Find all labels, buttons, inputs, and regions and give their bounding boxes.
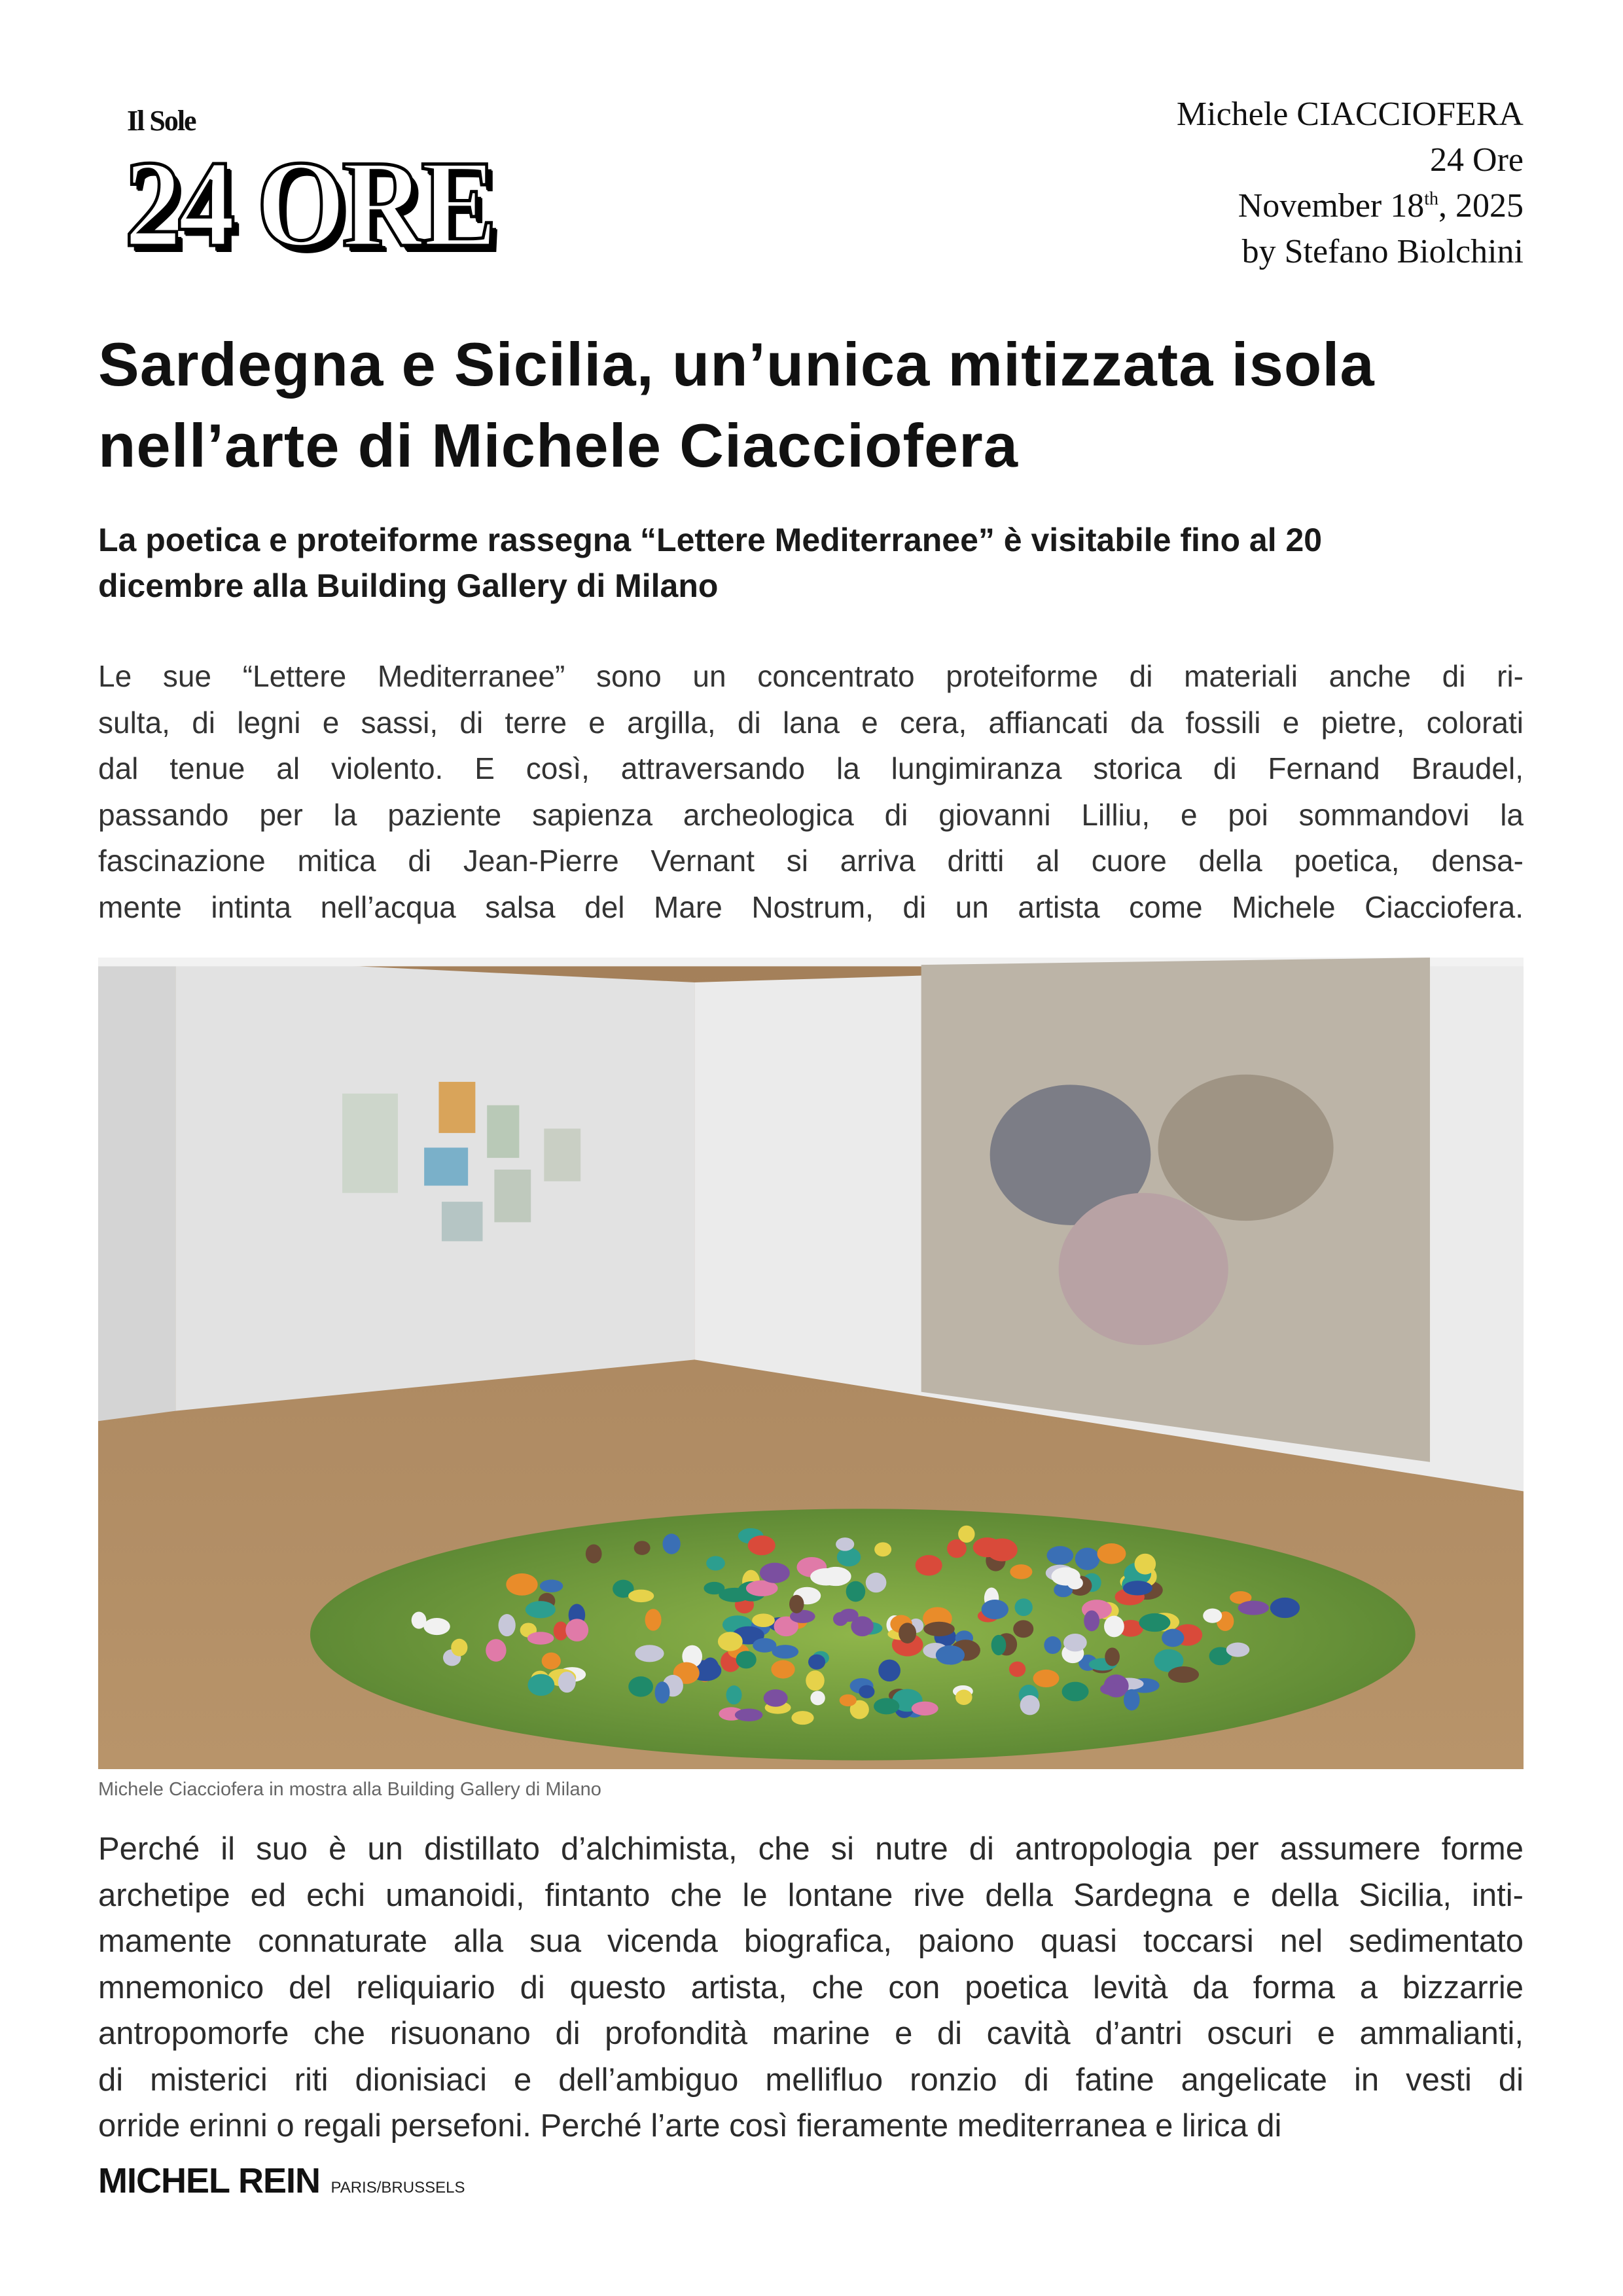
ceramic-piece [527, 1632, 554, 1645]
ceramic-piece [1139, 1613, 1170, 1632]
small-painting [442, 1202, 483, 1241]
ceramic-piece [718, 1632, 743, 1651]
text-line: mente intinta nell’acqua salsa del Mare Nostrum, di un artista come Michele Ciacciofera. [98, 889, 1524, 924]
ceramic-piece [540, 1579, 563, 1592]
footer-cities: PARIS/BRUSSELS [330, 2179, 465, 2197]
footer-gallery-brand [98, 2160, 465, 2211]
ceramic-piece [662, 1534, 680, 1554]
ceramic-piece [752, 1613, 775, 1627]
ceramic-piece [771, 1660, 794, 1679]
ceramic-piece [789, 1595, 804, 1613]
ceramic-piece [810, 1691, 825, 1705]
logo-small-text: Il Sole [127, 105, 196, 137]
ceramic-piece [859, 1685, 874, 1698]
ceramic-piece [1020, 1695, 1040, 1715]
text-line: di misterici riti dionisiaci e dell’ambiguo mellifluo ronzio di fatine angelicate in vesti di [98, 2062, 1524, 2098]
il-sole-24-ore-logo [124, 105, 713, 273]
ceramic-piece [810, 1568, 842, 1585]
ceramic-piece [1084, 1610, 1099, 1631]
ceramic-piece [586, 1544, 602, 1563]
ceramic-piece [451, 1639, 467, 1657]
logo-big-text: 24 ORE [124, 135, 494, 273]
text-line: archetipe ed echi umanoidi, fintanto che le lontane rive della Sardegna e della Sicilia, inti- [98, 1877, 1524, 1913]
ceramic-piece [628, 1676, 653, 1696]
ceramic-piece [1013, 1620, 1033, 1638]
left-wall [98, 958, 175, 1421]
ceramic-piece [1124, 1689, 1140, 1711]
photo-caption: Michele Ciacciofera in mostra alla Building Gallery di Milano [98, 1779, 601, 1800]
text-line: mnemonico del reliquiario di questo artista, che con poetica levità da forma a bizzarrie [98, 1969, 1524, 2005]
ceramic-piece [526, 1601, 556, 1618]
ceramic-piece [542, 1653, 561, 1670]
ceramic-piece [1135, 1554, 1156, 1575]
ceramic-piece [628, 1590, 654, 1603]
ceramic-piece [1104, 1616, 1124, 1638]
ceramic-piece [982, 1600, 1008, 1619]
ceramic-piece [635, 1645, 664, 1662]
ceramic-piece [836, 1537, 854, 1551]
ceramic-piece [1010, 1564, 1032, 1579]
date-sup: th [1424, 188, 1438, 209]
ceramic-piece [866, 1573, 887, 1592]
ceramic-piece [912, 1702, 938, 1715]
ceramic-piece [846, 1581, 866, 1602]
ceramic-piece [1075, 1548, 1100, 1570]
ceramic-piece [947, 1539, 967, 1558]
ceramic-piece [1203, 1609, 1222, 1623]
ceramic-piece [565, 1619, 588, 1641]
ceramic-piece [923, 1622, 954, 1636]
title-line: nell’arte di Michele Ciacciofera [98, 411, 1018, 480]
text-line: sulta, di legni e sassi, di terre e argilla, di lana e cera, affiancati da fossili e pietre, colorati [98, 705, 1524, 740]
ceramic-piece [916, 1555, 942, 1576]
meta-publication: 24 Ore [1430, 141, 1524, 179]
ceramic-piece [791, 1711, 813, 1725]
meta-date [1177, 183, 1524, 229]
ceramic-piece [1238, 1601, 1269, 1615]
ceramic-piece [412, 1612, 427, 1629]
ceramic-piece [874, 1698, 899, 1714]
small-painting [487, 1105, 519, 1158]
ceramic-piece [851, 1616, 873, 1636]
ceramic-piece [1270, 1598, 1300, 1618]
ceramic-piece [655, 1681, 670, 1704]
ceramic-piece [1009, 1661, 1026, 1677]
ceramic-piece [764, 1689, 788, 1707]
ceramic-piece [1051, 1568, 1080, 1586]
tapestry-stone [1158, 1075, 1334, 1221]
text-line: dal tenue al violento. E così, attraversando la lungimiranza storica di Fernand Braudel, [98, 751, 1524, 785]
date-suffix: , 2025 [1438, 187, 1524, 224]
ceramic-piece [1062, 1682, 1089, 1702]
ceramic-piece [1015, 1598, 1033, 1616]
ceramic-piece [735, 1708, 763, 1721]
meta-artist: Michele CIACCIOFERA [1176, 96, 1524, 133]
ceramic-piece [1046, 1546, 1073, 1565]
small-painting [544, 1128, 580, 1181]
date-prefix: November 18 [1238, 187, 1425, 224]
small-painting [438, 1082, 475, 1133]
gallery-photo-svg [98, 958, 1524, 1769]
ceramic-piece [1226, 1642, 1250, 1657]
ceramic-piece [558, 1672, 576, 1693]
ceramic-piece [748, 1535, 776, 1555]
subtitle-line: La poetica e proteiforme rassegna “Lettere Mediterranee” è visitabile fino al 20 [98, 522, 1323, 558]
ceramic-piece [899, 1623, 916, 1643]
small-painting [424, 1147, 468, 1185]
ceramic-piece [634, 1541, 651, 1555]
subtitle-line: dicembre alla Building Gallery di Milano [98, 567, 719, 604]
ceramic-piece [1168, 1666, 1199, 1683]
text-line: passando per la paziente sapienza archeologica di giovanni Lilliu, e poi sommandovi la [98, 797, 1524, 832]
ceramic-piece [987, 1539, 1018, 1562]
ceramic-piece [736, 1651, 757, 1668]
ceramic-piece [645, 1609, 662, 1630]
article-subtitle [98, 517, 1538, 609]
ceramic-piece [958, 1526, 974, 1543]
ceramic-piece [706, 1556, 725, 1570]
ceramic-piece [1097, 1543, 1126, 1564]
text-line: orride erinni o regali persefoni. Perché l’arte così fieramente mediterranea e lirica di [98, 2108, 1282, 2144]
text-line: Le sue “Lettere Mediterranee” sono un concentrato proteiforme di materiali anche di ri- [98, 659, 1524, 693]
ceramic-piece [874, 1542, 891, 1556]
ceramic-piece [955, 1690, 972, 1705]
ceramic-piece [499, 1614, 516, 1636]
ceramic-piece [837, 1548, 861, 1567]
title-line: Sardegna e Sicilia, un’unica mitizzata isola [98, 330, 1375, 399]
small-painting [342, 1094, 398, 1193]
ceramic-piece [1105, 1647, 1120, 1666]
ceramic-piece [772, 1645, 798, 1659]
ceramic-piece [1063, 1634, 1087, 1651]
ceramic-piece [423, 1618, 450, 1635]
ceramic-piece [878, 1660, 901, 1682]
text-line: Perché il suo è un distillato d’alchimista, che si nutre di antropologia per assumere forme [98, 1831, 1524, 1867]
paragraph-2 [98, 1826, 1524, 2149]
ceramic-piece [726, 1685, 742, 1704]
ceramic-piece [936, 1645, 965, 1665]
ceramic-piece [760, 1563, 790, 1583]
ceramic-piece [527, 1674, 554, 1696]
ceramic-piece [506, 1573, 537, 1596]
ceramic-piece [808, 1655, 825, 1670]
text-line: antropomorfe che risuonano di profondità marine e di cavità d’antri oscuri e ammalianti, [98, 2016, 1524, 2051]
ceramic-piece [806, 1670, 825, 1691]
ceramic-piece [833, 1612, 848, 1626]
text-line: fascinazione mitica di Jean-Pierre Vernant si arriva dritti al cuore della poetica, densa- [98, 844, 1524, 878]
ceramic-piece [840, 1695, 857, 1706]
gallery-photo [98, 958, 1524, 1769]
ceramic-piece [1044, 1636, 1061, 1654]
small-painting [494, 1170, 531, 1222]
ceramic-piece [1100, 1683, 1121, 1695]
footer-brand: MICHEL REIN [98, 2161, 321, 2200]
meta-byline: by Stefano Biolchini [1241, 233, 1524, 270]
tapestry-stone [1059, 1193, 1228, 1345]
ceramic-piece [1123, 1581, 1152, 1595]
paragraph-1 [98, 653, 1524, 930]
ceramic-piece [1033, 1670, 1060, 1687]
ceramic-piece [1162, 1629, 1184, 1647]
article-meta [1177, 92, 1524, 275]
text-line: mamente connaturate alla sua vicenda biografica, paiono quasi toccarsi nel sedimentato [98, 1924, 1524, 1959]
ceramic-piece [991, 1635, 1007, 1655]
ceramic-piece [719, 1588, 750, 1602]
ceramic-piece [486, 1639, 506, 1662]
article-title [98, 324, 1538, 486]
